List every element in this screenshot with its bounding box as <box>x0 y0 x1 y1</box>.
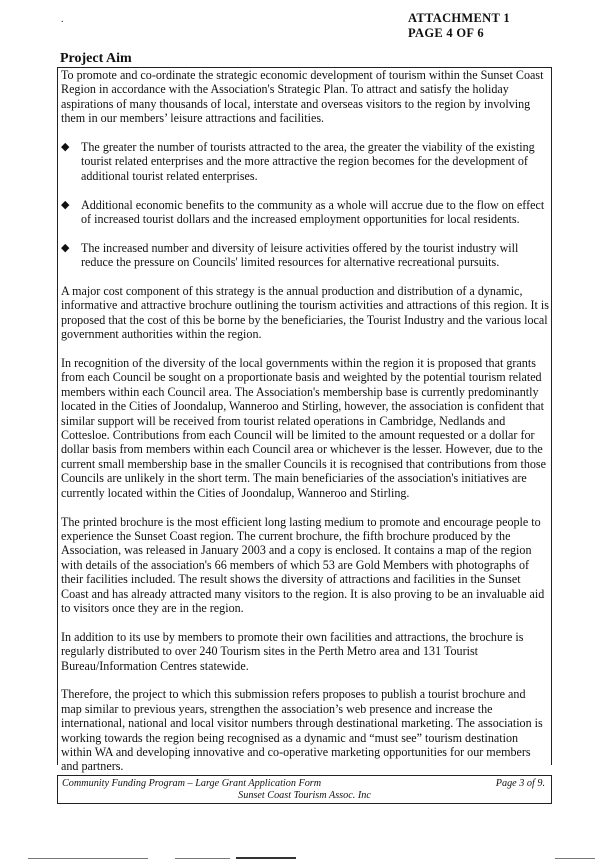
scan-artifact <box>555 858 595 859</box>
footer-form-name: Community Funding Program – Large Grant Application Form <box>62 778 322 789</box>
attachment-header <box>408 11 510 41</box>
diamond-bullet-icon: ◆ <box>61 198 70 211</box>
body-paragraph: Therefore, the project to which this submission refers proposes to publish a tourist brochure and map similar to previous years, strengthen the association’s web presence and increase the international, national and local visitor numbers through destinational marketing. The association is working towards the region being recognised as a dynamic and “must see” tourism destination within WA and developing innovative and co-operative marketing opportunities for our members and partners. <box>61 687 543 774</box>
body-paragraph: The printed brochure is the most efficient long lasting medium to promote and encourage people to experience the Sunset Coast region. The current brochure, the fifth brochure produced by the Association, was released in January 2003 and a copy is enclosed. It contains a map of the region with details of the association's 66 members of which 53 are Gold Members with photographs of their facilities included. The result shows the diversity of attractions and facilities in the Sunset Coast and has already attracted many visitors to the region. It is also proving to be an invaluable aid to visitors once they are in the region. <box>61 514 545 615</box>
body-paragraph: In recognition of the diversity of the local governments within the region it is proposed that grants from each Council be sought on a proportionate basis and weighted by the potential tourism related members within each Council area. The Association's membership base is currently predominantly located in the Cities of Joondalup, Wanneroo and Stirling, however, the association is confident that similar support will be received from tourist related operations in Cambridge, Nedlands and Cottesloe. Contributions from each Council will be limited to the amount requested or a dollar for dollar basis from members within each Council area or whichever is the lesser. However, due to the current small membership base in the smaller Councils it is recognised that contributions from those Councils are unlikely in the short term. The main beneficiaries of the association's initiatives are currently located within the Cities of Joondalup, Wanneroo and Stirling. <box>61 356 546 500</box>
scan-artifact <box>28 858 148 859</box>
body-paragraph: In addition to its use by members to promote their own facilities and attractions, the brochure is regularly distributed to over 240 Tourism sites in the Perth Metro area and 131 Tourist Bureau/Information Centres statewide. <box>61 629 524 673</box>
page-footer <box>57 776 552 804</box>
footer-page-number: Page 3 of 9. <box>495 778 545 789</box>
body-paragraph: A major cost component of this strategy is the annual production and distribution of a dynamic, informative and attractive brochure outlining the tourism activities and attractions of this region. It is proposed that the cost of this be borne by the beneficiaries, the Tourist Industry and the various local government authorities within the region. <box>61 284 549 342</box>
list-item-text: The greater the number of tourists attracted to the area, the greater the viability of the existing tourist related enterprises and the more attractive the region becomes for the development of additional tourist related enterprises. <box>81 140 535 183</box>
scan-artifact <box>236 857 296 859</box>
list-item <box>61 241 549 270</box>
diamond-bullet-icon: ◆ <box>61 141 70 154</box>
stray-mark: . <box>61 14 64 25</box>
benefit-list <box>61 140 549 270</box>
footer-organisation: Sunset Coast Tourism Assoc. Inc <box>238 790 371 801</box>
list-item-text: Additional economic benefits to the community as a whole will accrue due to the flow on effect of increased tourist dollars and the increased employment opportunities for local residents. <box>81 197 545 227</box>
list-item <box>61 140 549 183</box>
scan-artifact <box>175 858 230 859</box>
diamond-bullet-icon: ◆ <box>61 241 70 254</box>
section-title: Project Aim <box>60 51 132 66</box>
list-item-text: The increased number and diversity of leisure activities offered by the tourist industry will reduce the pressure on Councils' limited resources for alternative recreational pursuits. <box>81 240 519 270</box>
list-item <box>61 198 549 227</box>
intro-paragraph: To promote and co-ordinate the strategic economic development of tourism within the Sunset Coast Region in accordance with the Association's Strategic Plan. To attract and satisfy the holiday aspirations of many thousands of local, interstate and overseas visitors to the region by involving them in our members’ leisure attractions and facilities. <box>61 68 544 126</box>
document-body <box>61 68 549 788</box>
attachment-page: PAGE 4 OF 6 <box>408 26 484 40</box>
attachment-label: ATTACHMENT 1 <box>408 11 510 25</box>
